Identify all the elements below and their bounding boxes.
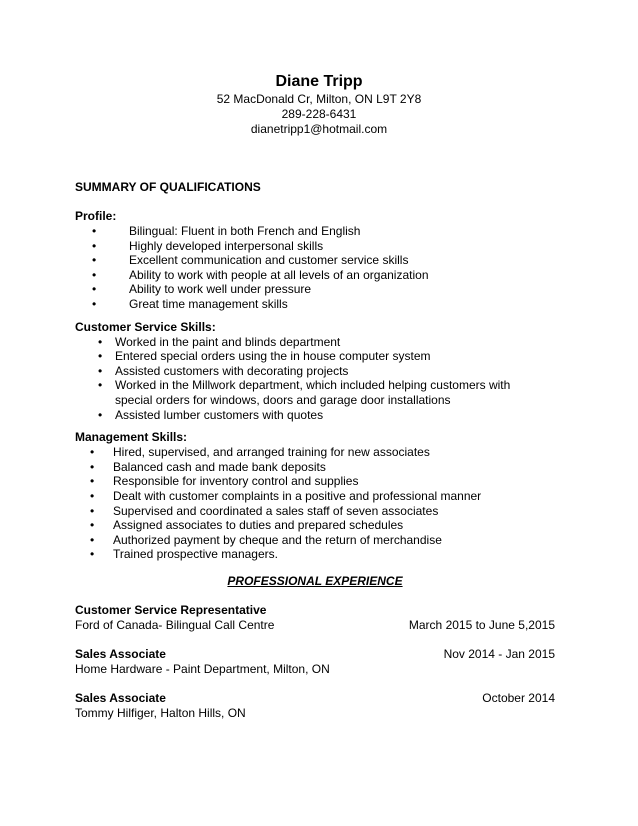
list-item: • Dealt with customer complaints in a positive and professional manner [90, 488, 482, 503]
job-entry [75, 603, 555, 633]
candidate-name: Diane Tripp [275, 73, 363, 90]
list-item: • Bilingual: Fluent in both French and English [92, 224, 361, 238]
resume-header [0, 72, 638, 137]
experience-title: PROFESSIONAL EXPERIENCE [227, 573, 403, 588]
list-item: • Ability to work well under pressure [92, 282, 312, 297]
management-heading: Management Skills: [75, 430, 188, 445]
list-item: • Entered special orders using the in house computer system [98, 349, 431, 364]
list-item: • Worked in the Millwork department, which included helping customers with special orders for windows, doors and garage door installations [98, 378, 511, 407]
summary-title: SUMMARY OF QUALIFICATIONS [75, 180, 261, 194]
job-dates: October 2014 [482, 690, 555, 705]
job-company: Home Hardware - Paint Department, Milton, ON [75, 661, 330, 676]
job-company: Tommy Hilfiger, Halton Hills, ON [75, 705, 246, 720]
phone: 289-228-6431 [281, 107, 357, 121]
list-item: • Trained prospective managers. [90, 547, 278, 562]
job-title: Sales Associate [75, 646, 166, 661]
job-company: Ford of Canada- Bilingual Call Centre [75, 617, 275, 632]
job-dates: March 2015 to June 5,2015 [408, 617, 555, 632]
list-item: • Ability to work with people at all levels of an organization [92, 267, 429, 282]
customer-service-heading: Customer Service Skills: [75, 319, 216, 334]
job-entry [75, 691, 555, 721]
list-item: • Assisted lumber customers with quotes [98, 407, 324, 422]
profile-heading: Profile: [75, 209, 117, 223]
job-dates: Nov 2014 - Jan 2015 [443, 646, 555, 661]
list-item: • Worked in the paint and blinds department [98, 334, 341, 349]
list-item: • Assigned associates to duties and prepared schedules [90, 518, 404, 533]
list-item: • Highly developed interpersonal skills [92, 238, 324, 253]
resume-body [75, 180, 555, 721]
list-item: • Supervised and coordinated a sales staff of seven associates [90, 503, 439, 518]
job-title: Sales Associate [75, 690, 166, 705]
list-item: • Authorized payment by cheque and the return of merchandise [90, 532, 442, 547]
list-item: • Excellent communication and customer service skills [92, 253, 409, 268]
customer-service-list [75, 335, 555, 423]
email: dianetripp1@hotmail.com [250, 122, 388, 136]
profile-list [75, 224, 555, 312]
management-list [75, 445, 555, 562]
list-item: • Balanced cash and made bank deposits [90, 459, 326, 474]
list-item: • Hired, supervised, and arranged training for new associates [90, 445, 430, 460]
address: 52 MacDonald Cr, Milton, ON L9T 2Y8 [216, 92, 422, 106]
list-item: • Responsible for inventory control and supplies [90, 474, 359, 489]
list-item: • Assisted customers with decorating projects [98, 363, 349, 378]
job-title: Customer Service Representative [75, 602, 267, 617]
list-item: • Great time management skills [92, 296, 288, 311]
job-entry [75, 647, 555, 677]
